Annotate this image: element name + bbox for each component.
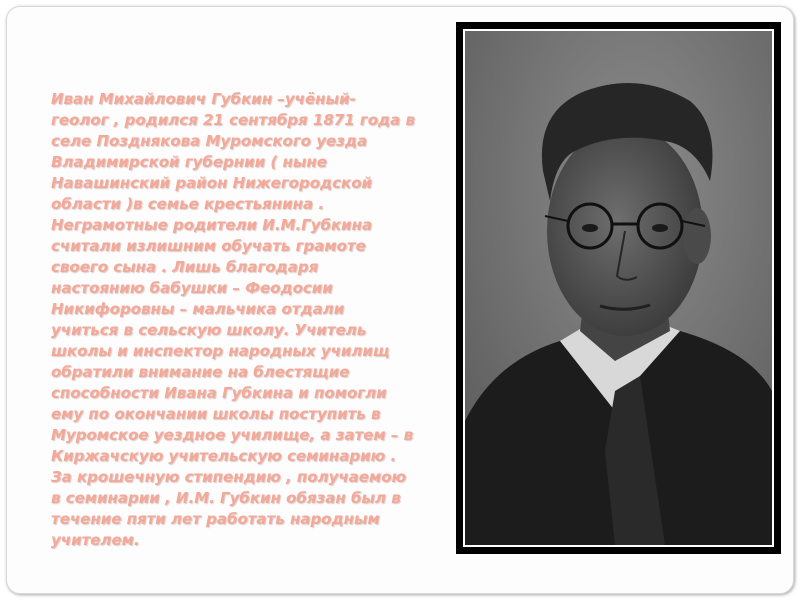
portrait-image [465,31,772,545]
biography-text: Иван Михайлович Губкин –учёный- геолог , родился 21 сентября 1871 года в селе Позднякова Муромского уезда Владимирской губернии ( ныне Навашинский район Нижегородской области )в семье крестьянина . Неграмотные родители И.М.Губкина считали излишним обучать грамоте своего сына . Лишь благодаря настоянию бабушки – Феодосии Никифоровны – мальчика отдали учиться в сельскую школу. Учитель школы и инспектор народных училищ обратили внимание на блестящие способности Ивана Губкина и помогли ему по окончании школы поступить в Муромское уездное училище, а затем – в Киржачскую учительскую семинарию . За крошечную стипендию , получаемою в семинарии , И.М. Губкин обязан был в течение пяти лет работать народным учителем. [51,90,415,549]
portrait-frame [456,22,781,554]
slide [6,6,794,594]
portrait-photo [463,29,774,547]
